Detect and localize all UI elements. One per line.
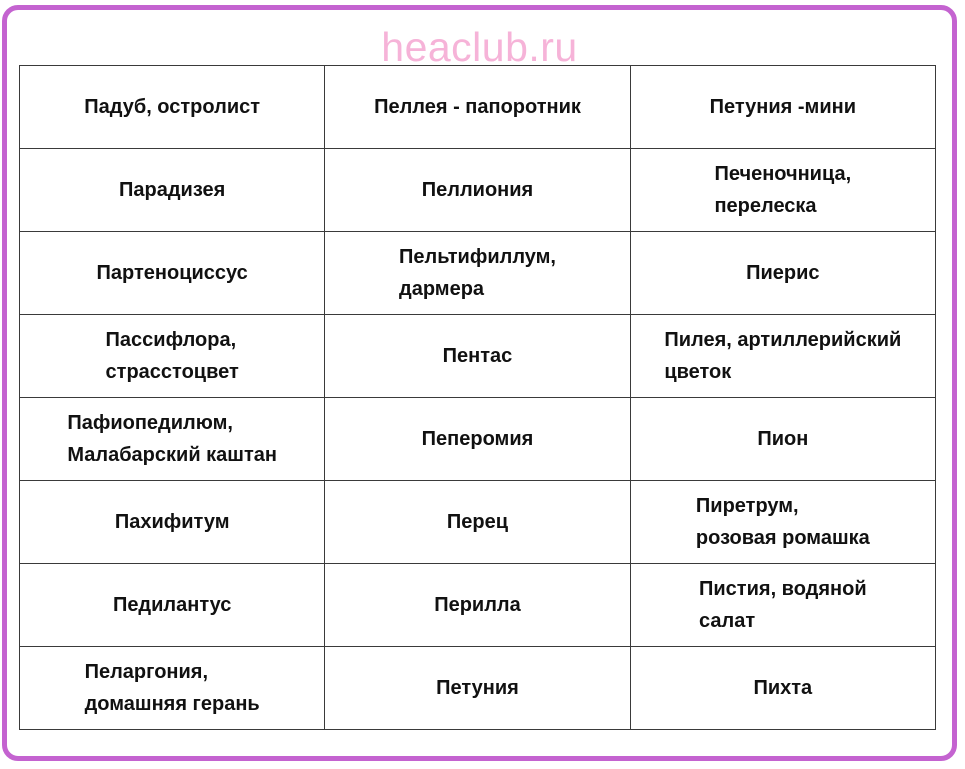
table-cell — [20, 647, 325, 730]
table-row — [20, 149, 936, 232]
plants-table — [19, 65, 936, 730]
table-row — [20, 564, 936, 647]
plant-name: Петуния -мини — [709, 96, 857, 118]
plant-name: Пассифлора, страсстоцвет — [105, 329, 239, 383]
table-cell — [20, 481, 325, 564]
table-cell — [20, 398, 325, 481]
plant-name: Пион — [757, 428, 809, 450]
table-cell — [325, 315, 630, 398]
table-cell — [630, 398, 935, 481]
plant-name: Перилла — [434, 594, 521, 616]
table-cell — [630, 564, 935, 647]
table-cell — [20, 315, 325, 398]
plant-name: Пельтифиллум, дармера — [399, 246, 556, 300]
table-cell — [630, 647, 935, 730]
plant-name: Пеллея - папоротник — [374, 96, 581, 118]
plant-name: Пилея, артиллерийский цветок — [664, 329, 902, 383]
plant-name: Пистия, водяной салат — [699, 578, 867, 632]
table-cell — [630, 481, 935, 564]
plant-name: Петуния — [436, 677, 519, 699]
table-row — [20, 66, 936, 149]
table-cell — [325, 149, 630, 232]
table-cell — [325, 564, 630, 647]
plant-name: Пеперомия — [421, 428, 534, 450]
plant-name: Пиретрум, розовая ромашка — [695, 495, 870, 549]
table-cell — [20, 564, 325, 647]
table-cell — [325, 481, 630, 564]
plant-name: Перец — [446, 511, 509, 533]
table-cell — [630, 149, 935, 232]
plant-name: Педилантус — [112, 594, 232, 616]
plant-name: Пиерис — [746, 262, 820, 284]
plant-name: Партеноциссус — [96, 262, 248, 284]
plant-name: Падуб, остролист — [84, 96, 261, 118]
table-cell — [325, 232, 630, 315]
table-cell — [630, 315, 935, 398]
table-cell — [20, 232, 325, 315]
plant-name: Пихта — [753, 677, 813, 699]
table-row — [20, 398, 936, 481]
table-row — [20, 481, 936, 564]
site-watermark: heaclub.ru — [381, 24, 578, 70]
table-cell — [325, 66, 630, 149]
plant-name: Пеллиония — [421, 179, 534, 201]
table-row — [20, 315, 936, 398]
plant-name: Пахифитум — [114, 511, 230, 533]
table-cell — [630, 66, 935, 149]
plant-name: Печеночница, перелеска — [714, 163, 852, 217]
table-cell — [325, 647, 630, 730]
table-cell — [20, 66, 325, 149]
table-row — [20, 232, 936, 315]
table-row — [20, 647, 936, 730]
plant-name: Пафиопедилюм, Малабарский каштан — [67, 412, 277, 466]
plant-name: Пентас — [442, 345, 513, 367]
plant-name: Пеларгония, домашняя герань — [84, 661, 260, 715]
table-cell — [20, 149, 325, 232]
table-cell — [630, 232, 935, 315]
plant-name: Парадизея — [119, 179, 226, 201]
table-cell — [325, 398, 630, 481]
